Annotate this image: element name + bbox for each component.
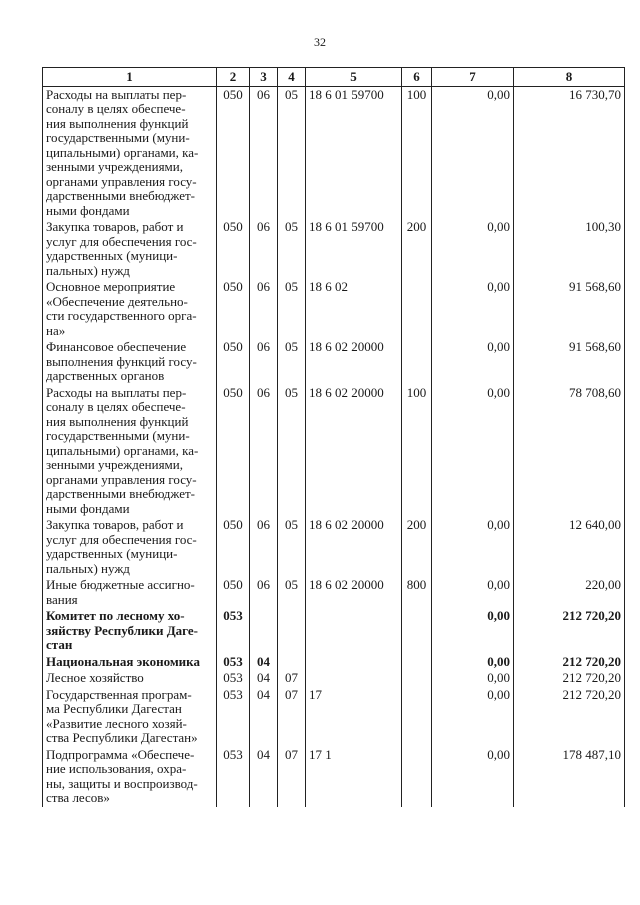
amount-cell: 91 568,60	[514, 279, 625, 339]
amount-cell: 0,00	[432, 608, 514, 654]
amount-cell: 0,00	[432, 577, 514, 608]
amount-cell: 212 720,20	[514, 608, 625, 654]
column-header: 6	[402, 68, 432, 87]
subsection-code-cell: 07	[278, 747, 306, 807]
amount-cell: 91 568,60	[514, 339, 625, 385]
expense-type-cell	[402, 670, 432, 687]
expense-type-cell: 200	[402, 517, 432, 577]
target-article-cell: 17	[306, 687, 402, 747]
table-row	[43, 577, 625, 608]
amount-cell: 212 720,20	[514, 687, 625, 747]
target-article-cell: 18 6 01 59700	[306, 219, 402, 279]
row-name-cell: Основное мероприятие «Обеспечение деятельно- сти государственного орга- на»	[43, 279, 217, 339]
amount-cell: 0,00	[432, 339, 514, 385]
subsection-code-cell: 05	[278, 279, 306, 339]
amount-cell: 212 720,20	[514, 654, 625, 671]
section-code-cell: 04	[250, 670, 278, 687]
amount-cell: 0,00	[432, 517, 514, 577]
ministry-code-cell: 050	[217, 219, 250, 279]
column-header: 5	[306, 68, 402, 87]
table-row	[43, 687, 625, 747]
row-name-cell: Закупка товаров, работ и услуг для обеспечения гос- ударственных (муници- пальных) нужд	[43, 219, 217, 279]
amount-cell: 0,00	[432, 747, 514, 807]
section-code-cell: 06	[250, 577, 278, 608]
target-article-cell	[306, 608, 402, 654]
section-code-cell: 06	[250, 385, 278, 518]
expense-type-cell	[402, 339, 432, 385]
table-row	[43, 219, 625, 279]
table-row	[43, 654, 625, 671]
expense-type-cell: 800	[402, 577, 432, 608]
row-name-cell: Лесное хозяйство	[43, 670, 217, 687]
row-name-cell: Финансовое обеспечение выполнения функций госу- дарственных органов	[43, 339, 217, 385]
row-name-cell: Подпрограмма «Обеспече- ние использования, охра- ны, защиты и воспроизвод- ства лесов»	[43, 747, 217, 807]
ministry-code-cell: 053	[217, 747, 250, 807]
amount-cell: 212 720,20	[514, 670, 625, 687]
section-code-cell: 06	[250, 339, 278, 385]
table-row	[43, 517, 625, 577]
row-name-cell: Национальная экономика	[43, 654, 217, 671]
row-name-cell: Закупка товаров, работ и услуг для обеспечения гос- ударственных (муници- пальных) нужд	[43, 517, 217, 577]
ministry-code-cell: 050	[217, 517, 250, 577]
table-header-row	[43, 68, 625, 87]
subsection-code-cell: 05	[278, 577, 306, 608]
target-article-cell: 18 6 02 20000	[306, 339, 402, 385]
expense-type-cell	[402, 687, 432, 747]
target-article-cell: 18 6 02	[306, 279, 402, 339]
amount-cell: 12 640,00	[514, 517, 625, 577]
amount-cell: 0,00	[432, 654, 514, 671]
page-number: 32	[314, 35, 326, 49]
table-row	[43, 385, 625, 518]
amount-cell: 100,30	[514, 219, 625, 279]
column-header: 7	[432, 68, 514, 87]
table-row	[43, 86, 625, 219]
subsection-code-cell: 05	[278, 385, 306, 518]
expense-type-cell	[402, 608, 432, 654]
table-row	[43, 279, 625, 339]
column-header: 3	[250, 68, 278, 87]
subsection-code-cell	[278, 654, 306, 671]
expense-type-cell	[402, 654, 432, 671]
expense-type-cell: 200	[402, 219, 432, 279]
subsection-code-cell: 05	[278, 219, 306, 279]
table-row	[43, 339, 625, 385]
subsection-code-cell: 05	[278, 339, 306, 385]
amount-cell: 0,00	[432, 687, 514, 747]
row-name-cell: Расходы на выплаты пер- соналу в целях обеспече- ния выполнения функций государственными (муни- ципальными) органами, ка- зенными учреждениями, органами управления госу- дарственными внебюджет- ными фондами	[43, 385, 217, 518]
target-article-cell	[306, 654, 402, 671]
section-code-cell: 06	[250, 279, 278, 339]
column-header: 2	[217, 68, 250, 87]
target-article-cell	[306, 670, 402, 687]
amount-cell: 16 730,70	[514, 86, 625, 219]
amount-cell: 178 487,10	[514, 747, 625, 807]
ministry-code-cell: 050	[217, 86, 250, 219]
amount-cell: 0,00	[432, 279, 514, 339]
ministry-code-cell: 050	[217, 385, 250, 518]
ministry-code-cell: 050	[217, 577, 250, 608]
section-code-cell: 06	[250, 219, 278, 279]
section-code-cell: 06	[250, 86, 278, 219]
row-name-cell: Комитет по лесному хо- зяйству Республики Даге- стан	[43, 608, 217, 654]
row-name-cell: Иные бюджетные ассигно- вания	[43, 577, 217, 608]
amount-cell: 0,00	[432, 385, 514, 518]
table-row	[43, 608, 625, 654]
column-header: 8	[514, 68, 625, 87]
budget-table	[42, 67, 625, 807]
subsection-code-cell: 05	[278, 517, 306, 577]
ministry-code-cell: 050	[217, 339, 250, 385]
amount-cell: 0,00	[432, 86, 514, 219]
table-body	[43, 86, 625, 807]
ministry-code-cell: 053	[217, 608, 250, 654]
column-header: 4	[278, 68, 306, 87]
section-code-cell: 06	[250, 517, 278, 577]
expense-type-cell	[402, 747, 432, 807]
amount-cell: 78 708,60	[514, 385, 625, 518]
subsection-code-cell	[278, 608, 306, 654]
table-row	[43, 747, 625, 807]
amount-cell: 0,00	[432, 670, 514, 687]
section-code-cell: 04	[250, 747, 278, 807]
expense-type-cell: 100	[402, 385, 432, 518]
target-article-cell: 18 6 01 59700	[306, 86, 402, 219]
target-article-cell: 18 6 02 20000	[306, 577, 402, 608]
amount-cell: 0,00	[432, 219, 514, 279]
subsection-code-cell: 07	[278, 687, 306, 747]
section-code-cell	[250, 608, 278, 654]
target-article-cell: 18 6 02 20000	[306, 517, 402, 577]
section-code-cell: 04	[250, 687, 278, 747]
row-name-cell: Расходы на выплаты пер- соналу в целях обеспече- ния выполнения функций государственными (муни- ципальными) органами, ка- зенными учреждениями, органами управления госу- дарственными внебюджет- ными фондами	[43, 86, 217, 219]
ministry-code-cell: 053	[217, 687, 250, 747]
amount-cell: 220,00	[514, 577, 625, 608]
ministry-code-cell: 053	[217, 654, 250, 671]
expense-type-cell	[402, 279, 432, 339]
ministry-code-cell: 050	[217, 279, 250, 339]
row-name-cell: Государственная програм- ма Республики Дагестан «Развитие лесного хозяй- ства Республики Дагестан»	[43, 687, 217, 747]
column-header: 1	[43, 68, 217, 87]
expense-type-cell: 100	[402, 86, 432, 219]
subsection-code-cell: 07	[278, 670, 306, 687]
section-code-cell: 04	[250, 654, 278, 671]
target-article-cell: 17 1	[306, 747, 402, 807]
subsection-code-cell: 05	[278, 86, 306, 219]
ministry-code-cell: 053	[217, 670, 250, 687]
target-article-cell: 18 6 02 20000	[306, 385, 402, 518]
table-row	[43, 670, 625, 687]
